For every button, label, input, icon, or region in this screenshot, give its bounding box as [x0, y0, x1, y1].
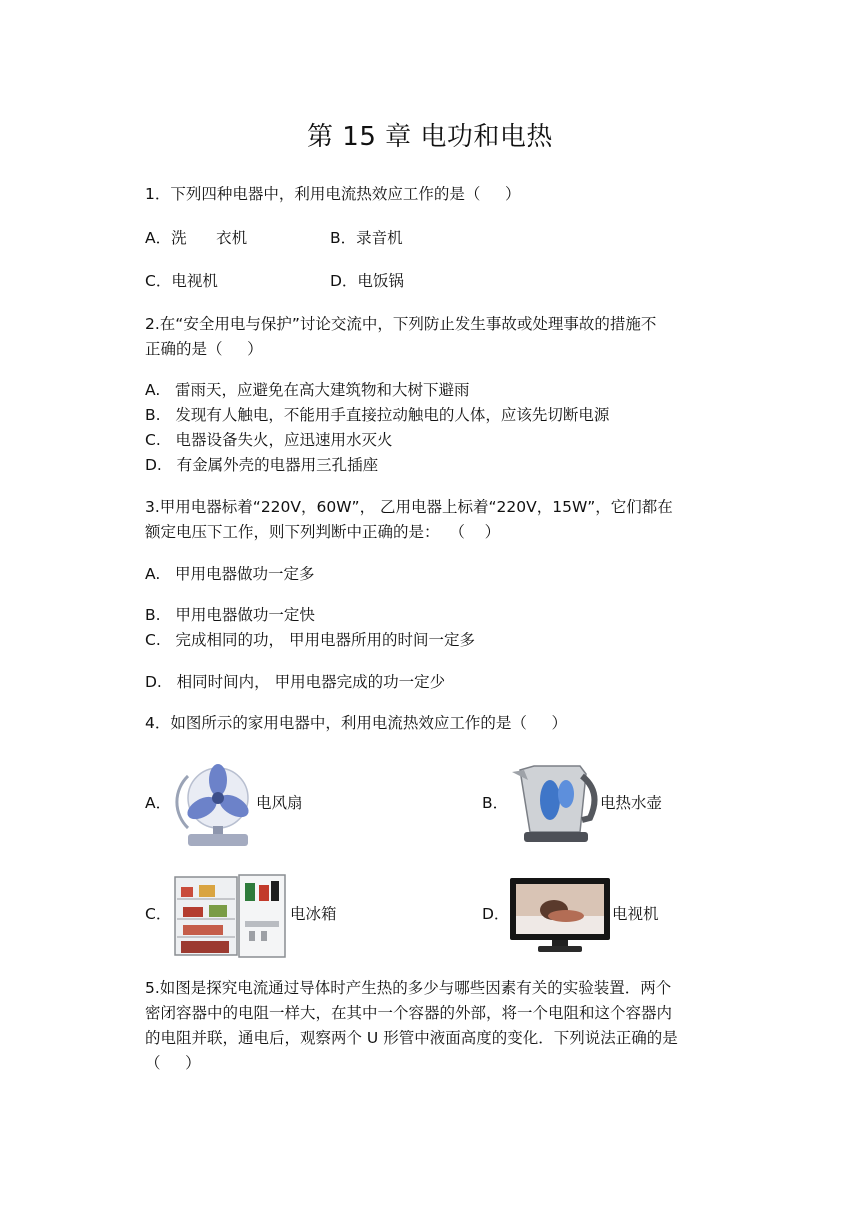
question-1-stem: 1．下列四种电器中，利用电流热效应工作的是（ ） — [145, 185, 521, 203]
question-2-option-c: C. 电器设备失火，应迅速用水灭火 — [145, 431, 393, 449]
question-3-stem-line-2: 额定电压下工作，则下列判断中正确的是： （ ） — [145, 523, 501, 541]
page-title: 第 15 章 电功和电热 — [307, 122, 553, 152]
question-3-option-a: A. 甲用电器做功一定多 — [145, 565, 315, 583]
question-5-stem-line-3: 的电阻并联，通电后，观察两个 U 形管中液面高度的变化．下列说法正确的是 — [145, 1029, 678, 1047]
question-4-option-b-label: 电热水壶 — [600, 794, 663, 812]
question-4-option-d-letter: D． — [482, 905, 510, 923]
question-4-option-a-letter: A． — [145, 794, 172, 812]
question-5-stem-line-4: （ ） — [145, 1054, 201, 1072]
question-5-stem-line-1: 5.如图是探究电流通过导体时产生热的多少与哪些因素有关的实验装置．两个 — [145, 979, 672, 997]
question-1-option-c: C．电视机 — [145, 272, 218, 290]
question-4-stem: 4．如图所示的家用电器中，利用电流热效应工作的是（ ） — [145, 714, 567, 732]
question-4-option-c-label: 电冰箱 — [290, 905, 337, 923]
question-3-option-d: D. 相同时间内， 甲用电器完成的功一定少 — [145, 673, 446, 691]
question-2-option-d: D. 有金属外壳的电器用三孔插座 — [145, 456, 379, 474]
electric-kettle-image — [510, 762, 602, 848]
question-2-option-b: B. 发现有人触电，不能用手直接拉动触电的人体，应该先切断电源 — [145, 406, 610, 424]
question-4-option-d-label: 电视机 — [612, 905, 659, 923]
question-1-option-b: B．录音机 — [330, 229, 403, 247]
question-4-option-b-letter: B． — [482, 794, 509, 812]
question-3-option-b: B. 甲用电器做功一定快 — [145, 606, 315, 624]
question-2-option-a: A. 雷雨天，应避免在高大建筑物和大树下避雨 — [145, 381, 470, 399]
refrigerator-image — [173, 873, 289, 959]
question-3-stem-line-1: 3.甲用电器标着“220V，60W”， 乙用电器上标着“220V，15W”，它们都在 — [145, 498, 673, 516]
question-1-option-a: A．洗 衣机 — [145, 229, 248, 247]
question-5-stem-line-2: 密闭容器中的电阻一样大，在其中一个容器的外部，将一个电阻和这个容器内 — [145, 1004, 673, 1022]
question-3-option-c: C. 完成相同的功， 甲用电器所用的时间一定多 — [145, 631, 475, 649]
television-image — [508, 876, 612, 956]
electric-fan-image — [174, 758, 254, 850]
question-4-option-c-letter: C． — [145, 905, 172, 923]
question-4-option-a-label: 电风扇 — [256, 794, 303, 812]
question-1-option-d: D．电饭锅 — [330, 272, 404, 290]
question-2-stem-line-1: 2.在“安全用电与保护”讨论交流中，下列防止发生事故或处理事故的措施不 — [145, 315, 657, 333]
question-2-stem-line-2: 正确的是（ ） — [145, 340, 263, 358]
